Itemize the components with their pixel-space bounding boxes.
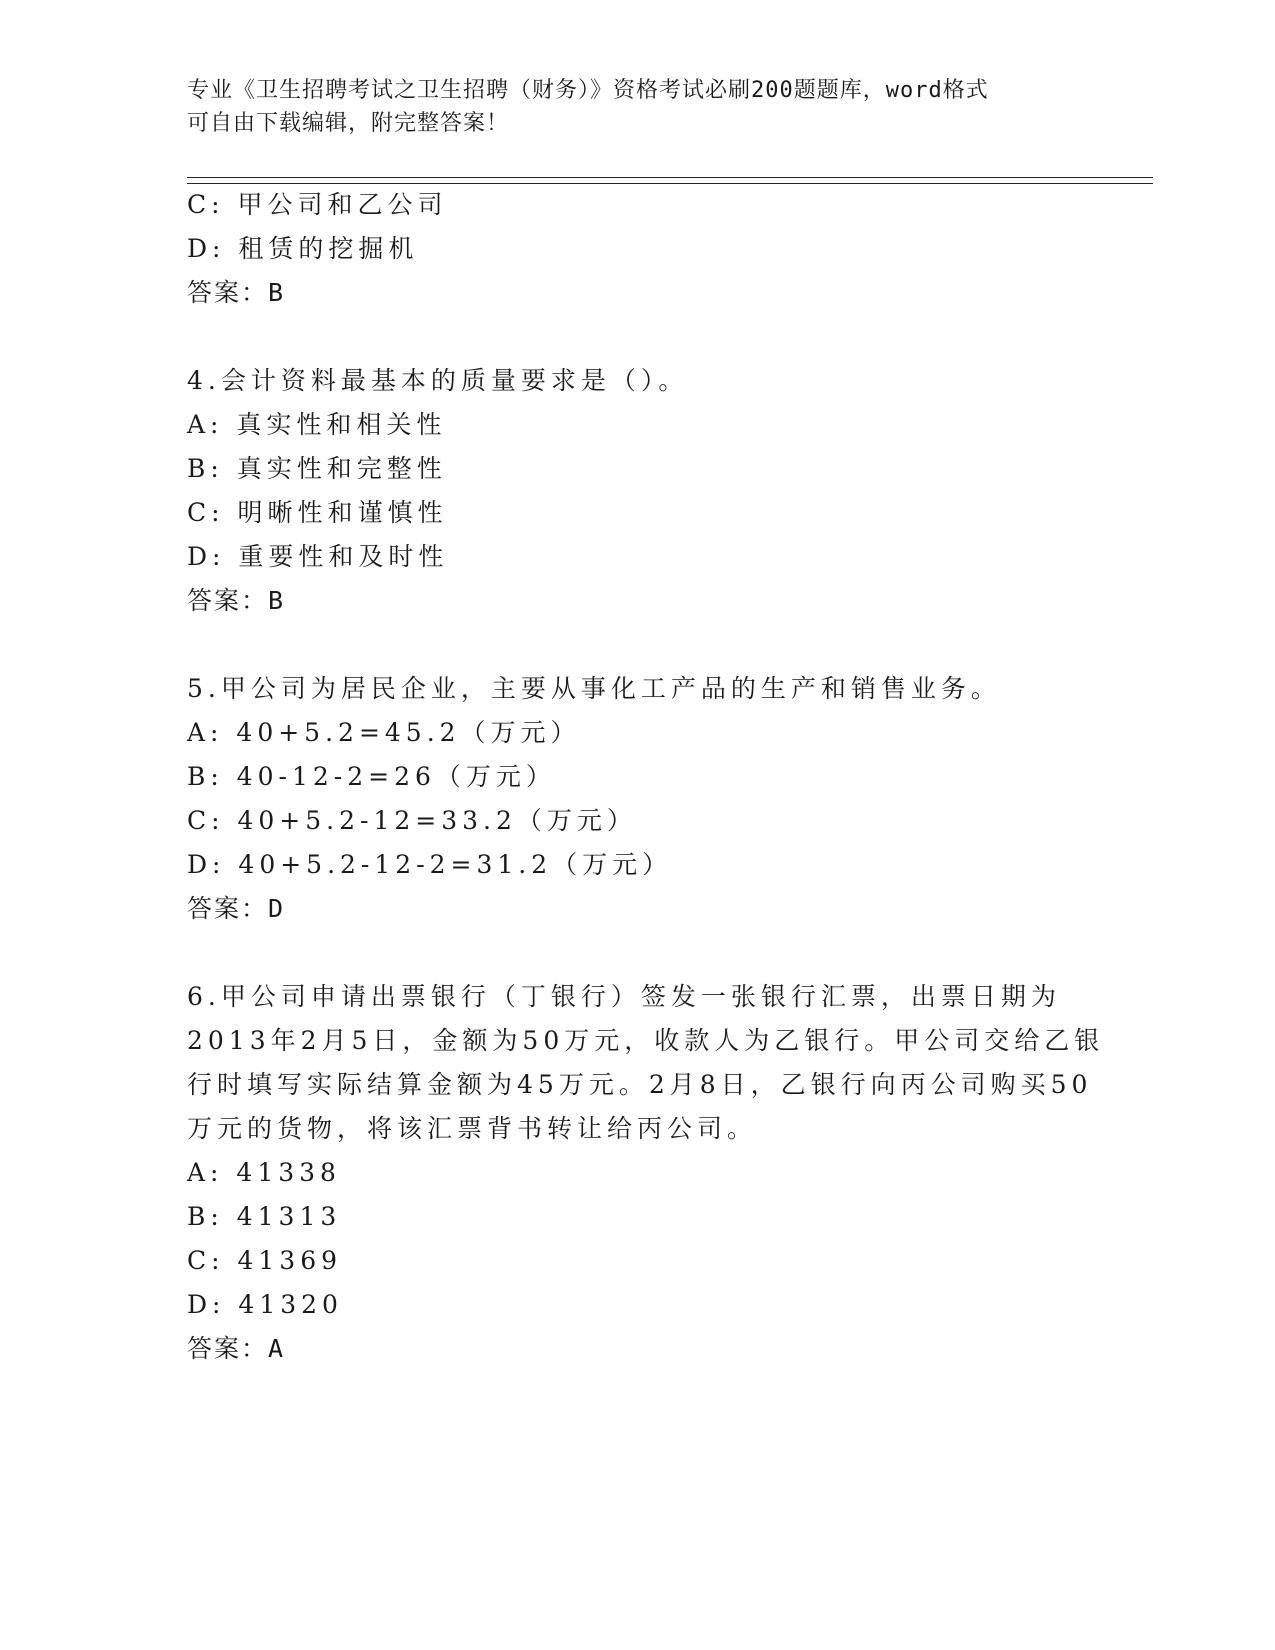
q4-option-a: A: 真实性和相关性 [187, 410, 447, 439]
q4-option-c: C: 明晰性和谨慎性 [187, 498, 448, 527]
document-header [187, 74, 1087, 140]
q4-answer: 答案：B [187, 586, 286, 615]
q6-option-a: A: 41338 [187, 1158, 341, 1187]
q5-option-b: B: 40-12-2=26（万元） [187, 762, 556, 791]
q5-option-c: C: 40+5.2-12=33.2（万元） [187, 806, 637, 835]
q3-option-d: D: 租赁的挖掘机 [187, 234, 419, 263]
q6-question-line-1: 6.甲公司申请出票银行（丁银行）签发一张银行汇票，出票日期为 [187, 982, 1061, 1011]
q5-option-d: D: 40+5.2-12-2=31.2（万元） [187, 850, 673, 879]
q6-answer: 答案：A [187, 1334, 286, 1363]
q6-option-c: C: 41369 [187, 1246, 343, 1275]
q4-question: 4.会计资料最基本的质量要求是（）。 [187, 366, 689, 395]
q6-question-line-4: 万元的货物，将该汇票背书转让给丙公司。 [187, 1114, 758, 1143]
header-divider-top [187, 177, 1153, 178]
q5-option-a: A: 40+5.2=45.2（万元） [187, 718, 581, 747]
q3-answer: 答案：B [187, 278, 286, 307]
q6-question-line-3: 行时填写实际结算金额为45万元。2月8日，乙银行向丙公司购买50 [187, 1070, 1093, 1099]
header-line-1: 专业《卫生招聘考试之卫生招聘（财务）》资格考试必刷200题题库，word格式 [187, 78, 989, 103]
q4-option-b: B: 真实性和完整性 [187, 454, 447, 483]
header-line-2: 可自由下载编辑，附完整答案！ [187, 111, 510, 136]
q5-answer: 答案：D [187, 894, 286, 923]
q6-question-line-2: 2013年2月5日，金额为50万元，收款人为乙银行。甲公司交给乙银 [187, 1026, 1105, 1055]
q3-option-c: C: 甲公司和乙公司 [187, 190, 448, 219]
header-divider-bottom [187, 183, 1153, 184]
q4-option-d: D: 重要性和及时性 [187, 542, 449, 571]
q6-option-b: B: 41313 [187, 1202, 342, 1231]
q6-option-d: D: 41320 [187, 1290, 343, 1319]
q5-question: 5.甲公司为居民企业，主要从事化工产品的生产和销售业务。 [187, 674, 1001, 703]
